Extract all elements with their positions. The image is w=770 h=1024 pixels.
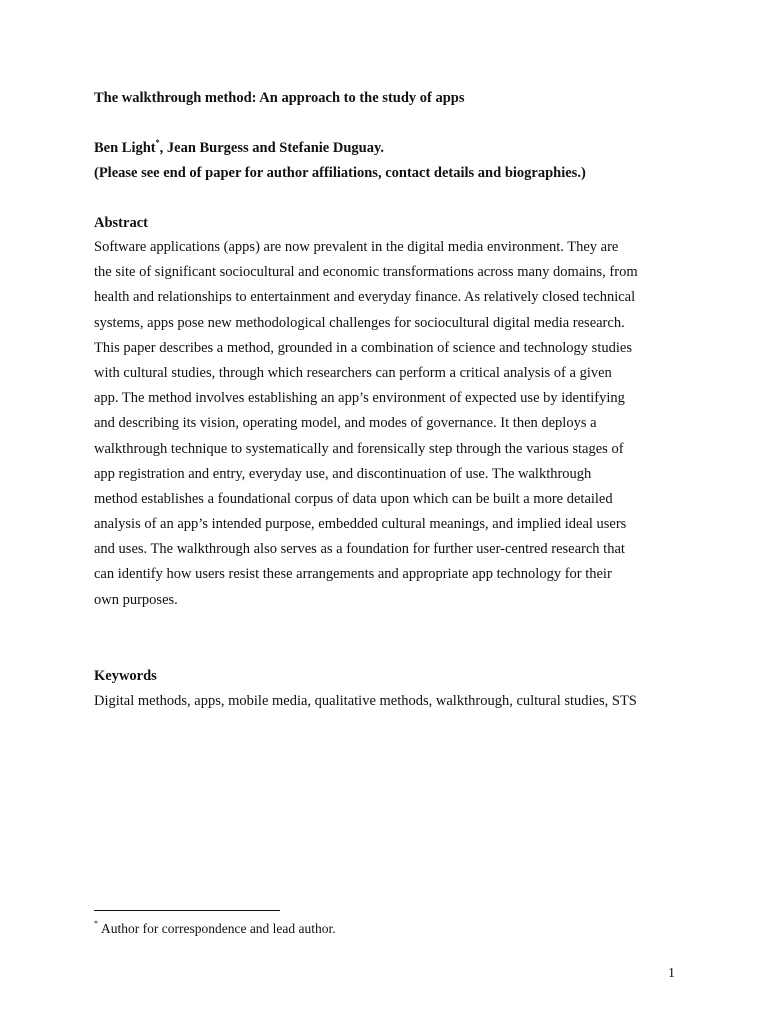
abstract-line: and uses. The walkthrough also serves as a foundation for further user-centred research that: [94, 541, 625, 558]
keywords-heading: Keywords: [94, 668, 157, 684]
abstract-line: can identify how users resist these arrangements and appropriate app technology for their: [94, 566, 612, 583]
abstract-line: This paper describes a method, grounded in a combination of science and technology studies: [94, 339, 632, 356]
abstract-line: app. The method involves establishing an app’s environment of expected use by identifying: [94, 390, 625, 407]
author-list: [94, 138, 694, 158]
footnote-text: Author for correspondence and lead author.: [101, 921, 336, 936]
footnote: [94, 919, 694, 939]
abstract-line: the site of significant sociocultural and economic transformations across many domains, from: [94, 264, 638, 281]
abstract-line: with cultural studies, through which researchers can perform a critical analysis of a given: [94, 364, 612, 381]
abstract-line: systems, apps pose new methodological challenges for sociocultural digital media research.: [94, 314, 625, 331]
paper-title: The walkthrough method: An approach to the study of apps: [94, 90, 465, 106]
abstract-line: walkthrough technique to systematically and forensically step through the various stages of: [94, 440, 624, 457]
abstract-line: health and relationships to entertainment and everyday finance. As relatively closed technical: [94, 289, 636, 306]
footnote-divider: [94, 910, 280, 911]
abstract-line: Software applications (apps) are now prevalent in the digital media environment. They are: [94, 239, 619, 255]
footnote-marker: *: [94, 918, 98, 928]
abstract-line: method establishes a foundational corpus of data upon which can be built a more detailed: [94, 490, 613, 507]
page-number: 1: [668, 966, 675, 981]
abstract-line: and describing its vision, operating model, and modes of governance. It then deploys a: [94, 415, 597, 432]
lead-author-footnote-marker: *: [155, 138, 160, 148]
affiliation-note: (Please see end of paper for author affiliations, contact details and biographies.): [94, 165, 586, 181]
abstract-line: own purposes.: [94, 591, 178, 608]
abstract-line: analysis of an app’s intended purpose, embedded cultural meanings, and implied ideal users: [94, 516, 627, 533]
abstract-body: [94, 237, 694, 615]
keywords-list: Digital methods, apps, mobile media, qualitative methods, walkthrough, cultural studies, STS: [94, 693, 637, 709]
abstract-heading: Abstract: [94, 215, 148, 231]
co-author-names: , Jean Burgess and Stefanie Duguay.: [159, 140, 385, 156]
abstract-line: app registration and entry, everyday use, and discontinuation of use. The walkthrough: [94, 465, 592, 482]
lead-author-name: Ben Light: [94, 140, 156, 156]
